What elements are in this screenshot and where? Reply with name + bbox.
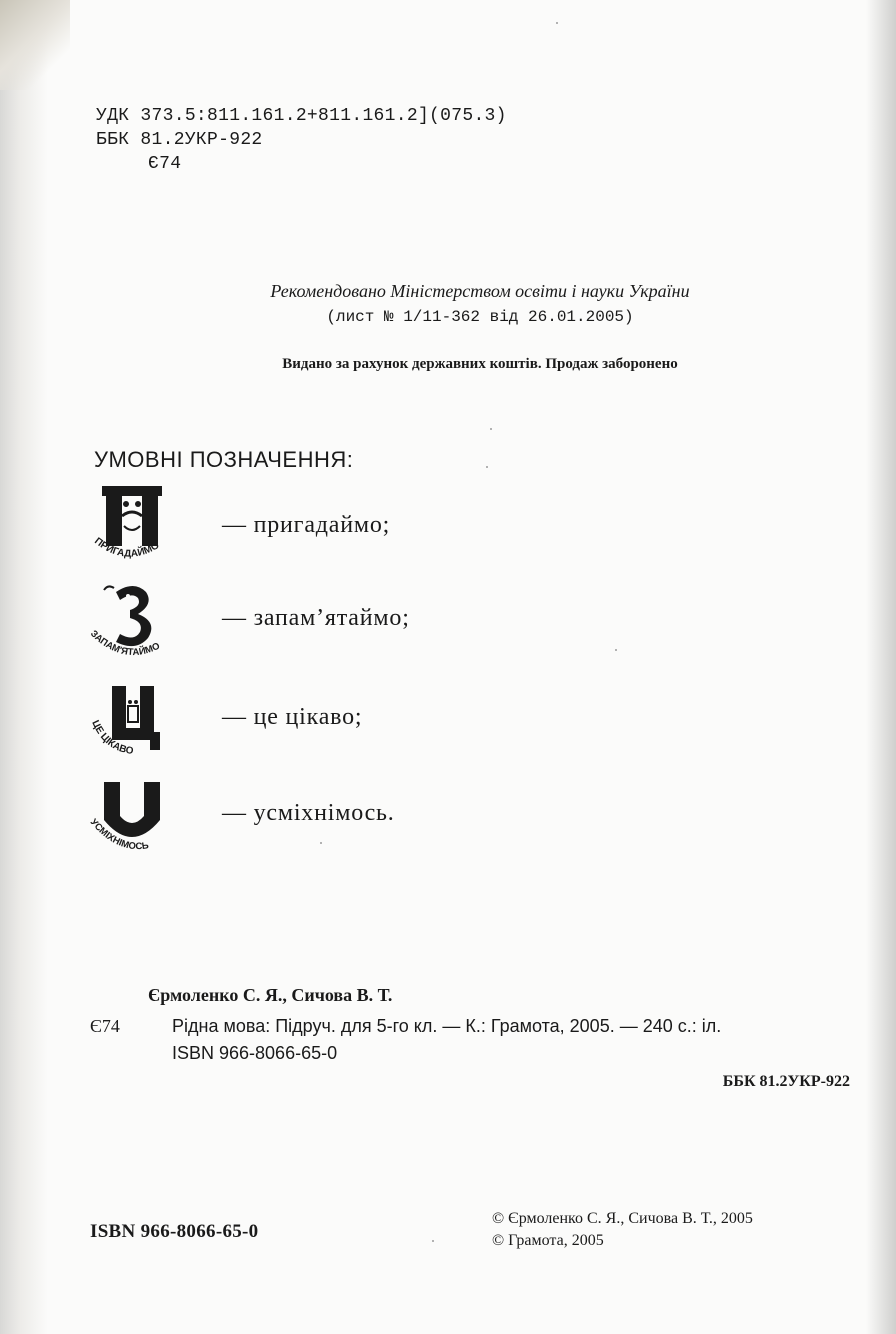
bibliography-isbn: ISBN 966-8066-65-0 [172, 1043, 338, 1063]
classification-block [96, 104, 507, 176]
page-right-shadow [866, 0, 896, 1334]
paper-speck [556, 22, 558, 24]
page-corner-fold [0, 0, 70, 90]
bibliography-authors: Єрмоленко С. Я., Сичова В. Т. [148, 985, 393, 1005]
legend-label-zapamiataimo: — запам’ятаймо; [222, 605, 410, 631]
zapamiataimo-arc-label: ЗАПАМ'ЯТАЙМО [88, 628, 162, 659]
paper-speck [432, 1240, 434, 1242]
footer-isbn: ISBN 966-8066-65-0 [90, 1221, 259, 1242]
paper-speck [320, 842, 322, 844]
bbk-code: ББК 81.2УКР-922 [96, 130, 263, 150]
author-mark: Є74 [148, 154, 182, 174]
paper-speck [490, 428, 492, 430]
bibliography-reference: Рідна мова: Підруч. для 5-го кл. — К.: Грамота, 2005. — 240 с.: іл. [172, 1016, 722, 1036]
recommendation-text: Рекомендовано Міністерством освіти і науки України [270, 281, 690, 301]
paper-speck [615, 649, 617, 651]
usmikhnimos-icon [84, 776, 184, 868]
legend-label-tse-tsikavo: — це цікаво; [222, 704, 363, 730]
paper-speck [486, 466, 488, 468]
bibliography-bbk: ББК 81.2УКР-922 [722, 1073, 850, 1090]
usmikhnimos-arc-label: УСМІХНІМОСЬ [87, 816, 150, 853]
funding-notice: Видано за рахунок державних коштів. Продаж заборонено [282, 356, 678, 372]
udk-code: УДК 373.5:811.161.2+811.161.2](075.3) [96, 106, 507, 126]
pryhadaimo-arc-label: ПРИГАДАЙМО [92, 535, 162, 560]
legend-label-usmikhnimos: — усміхнімось. [222, 800, 395, 826]
recommendation-letter: (лист № 1/11-362 від 26.01.2005) [326, 308, 634, 326]
copyright-authors: © Єрмоленко С. Я., Сичова В. Т., 2005 [492, 1210, 753, 1227]
recommendation-block [200, 278, 760, 330]
bibliography-code: Є74 [90, 1016, 120, 1036]
page-left-shadow [0, 0, 48, 1334]
copyright-publisher: © Грамота, 2005 [492, 1232, 604, 1249]
copyright-block [492, 1208, 753, 1252]
tse-tsikavo-icon [84, 682, 184, 774]
tse-tsikavo-arc-label: ЦЕ ЦІКАВО [89, 718, 135, 758]
pryhadaimo-icon [84, 484, 184, 576]
legend-label-pryhadaimo: — пригадаймо; [222, 512, 391, 538]
zapamiataimo-icon [84, 582, 184, 674]
legend-title: УМОВНІ ПОЗНАЧЕННЯ: [94, 447, 354, 472]
